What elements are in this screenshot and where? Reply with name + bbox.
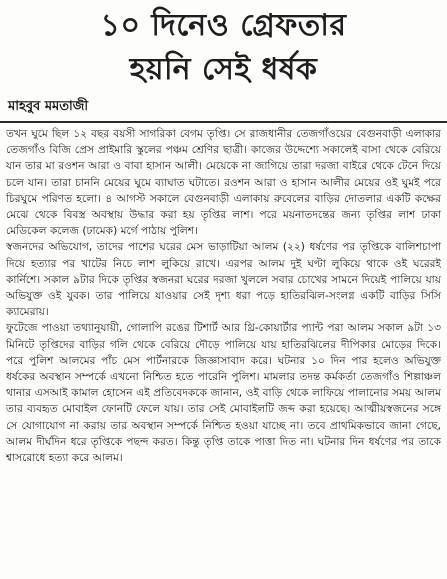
headline-line-2: হয়নি সেই ধর্ষক <box>129 52 318 87</box>
headline-line-1: ১০ দিনেও গ্রেফতার <box>100 8 347 43</box>
headline <box>0 4 447 92</box>
article-paragraph: ফুটেজে পাওয়া তথ্যানুযায়ী, গোলাপি রঙের টিশার্ট আর থ্রি-কোয়ার্টার প্যান্ট পরা আলম সকাল ৯টা ১৩ মিনিটে তৃপ্তিদের বাড়ির গলি থেকে বেরিয়ে দৌড়ে পালিয়ে যায় হাতিরঝিলের দীপিকার মোড়ের দিকে। পরে পুলিশ আলমের পাঁচ মেস পার্টনারকে জিজ্ঞাসাবাদ করে। ঘটনার ১০ দিন পার হলেও অভিযুক্ত ধর্ষকের অবস্থান সম্পর্কে এখনো নিশ্চিত হতে পারেনি পুলিশ। মামলার তদন্ত কর্মকর্তা তেজগাঁও শিল্পাঞ্চল থানার এসআই কামাল হোসেন এই প্রতিবেদককে জানান, ওই বাড়ি থেকে লাফিয়ে পালানোর সময় আলম তার ব্যবহৃত মোবাইল ফোনটি ফেলে যায়। তার সেই মোবাইলটি জব্দ করা হয়েছে। আত্মীয়স্বজনের সঙ্গে সে যোগাযোগ না করায় তার অবস্থান সম্পর্কে নিশ্চিত হওয়া যাচ্ছে না। তবে প্রাথমিকভাবে জানা গেছে, আলম দীর্ঘদিন ধরে তৃপ্তিকে পছন্দ করত। কিন্তু তৃপ্তি তাকে পাত্তা দিত না। ঘটনার দিন ধর্ষণের পর তাকে শ্বাসরোধে হত্যা করে আলম। <box>6 322 441 465</box>
article-paragraph: তখন ঘুমে ছিল ১২ বছর বয়সী সাগরিকা বেগম তৃপ্তি। সে রাজধানীর তেজগাঁওয়ের বেগুনবাড়ী এলাকার তেজগাঁও বিজি প্রেস প্রাইমারি স্কুলের পঞ্চম শ্রেণির ছাত্রী। কাজের উদ্দেশ্যে সকালেই বাসা থেকে বেরিয়ে যান তার মা রওশন আরা ও বাবা হাসান আলী। মেয়েকে না জাগিয়ে তারা দরজা বাইরে থেকে টেনে দিয়ে চলে যান। তারা চাননি মেয়ের ঘুমে ব্যাঘাত ঘটাতে। রওশন আরা ও হাসান আলীর মেয়ের ওই ঘুমই পরে চিরঘুমে পরিণত হলো। ৪ আগস্ট সকালে বেগুনবাড়ী এলাকায় রুবেলের বাড়ির দোতলার একটি কক্ষের মেঝে থেকে বিবস্ত্র অবস্থায় উদ্ধার করা হয় তৃপ্তির লাশ। পরে ময়নাতদন্তের জন্য তৃপ্তির লাশ ঢাকা মেডিকেল কলেজ (ঢামেক) মর্গে পাঠায় পুলিশ। <box>6 128 441 238</box>
article-body <box>6 126 441 578</box>
byline: মাহবুব মমতাজী <box>8 99 89 114</box>
article-paragraph: স্বজনদের অভিযোগ, তাদের পাশের ঘরের মেস ভাড়াটিয়া আলম (২২) ধর্ষণের পর তৃপ্তিকে বালিশচাপা দিয়ে হত্যার পর খাটের নিচে লাশ লুকিয়ে রাখে। এরপর আলম দুই ঘণ্টা লুকিয়ে থাকে ওই ঘরেরই কার্নিশে। সকাল ৯টার দিকে তৃপ্তির স্বজনরা ঘরের দরজা খুললে সবার চোখের সামনে দিয়েই পালিয়ে যায় অভিযুক্ত ওই যুবক। তার পালিয়ে যাওয়ার সেই দৃশ্য ধরা পড়ে হাতিরঝিল-সংলগ্ন একটি বাড়ির সিসি ক্যামেরায়। <box>6 241 441 319</box>
byline-divider <box>0 121 447 123</box>
